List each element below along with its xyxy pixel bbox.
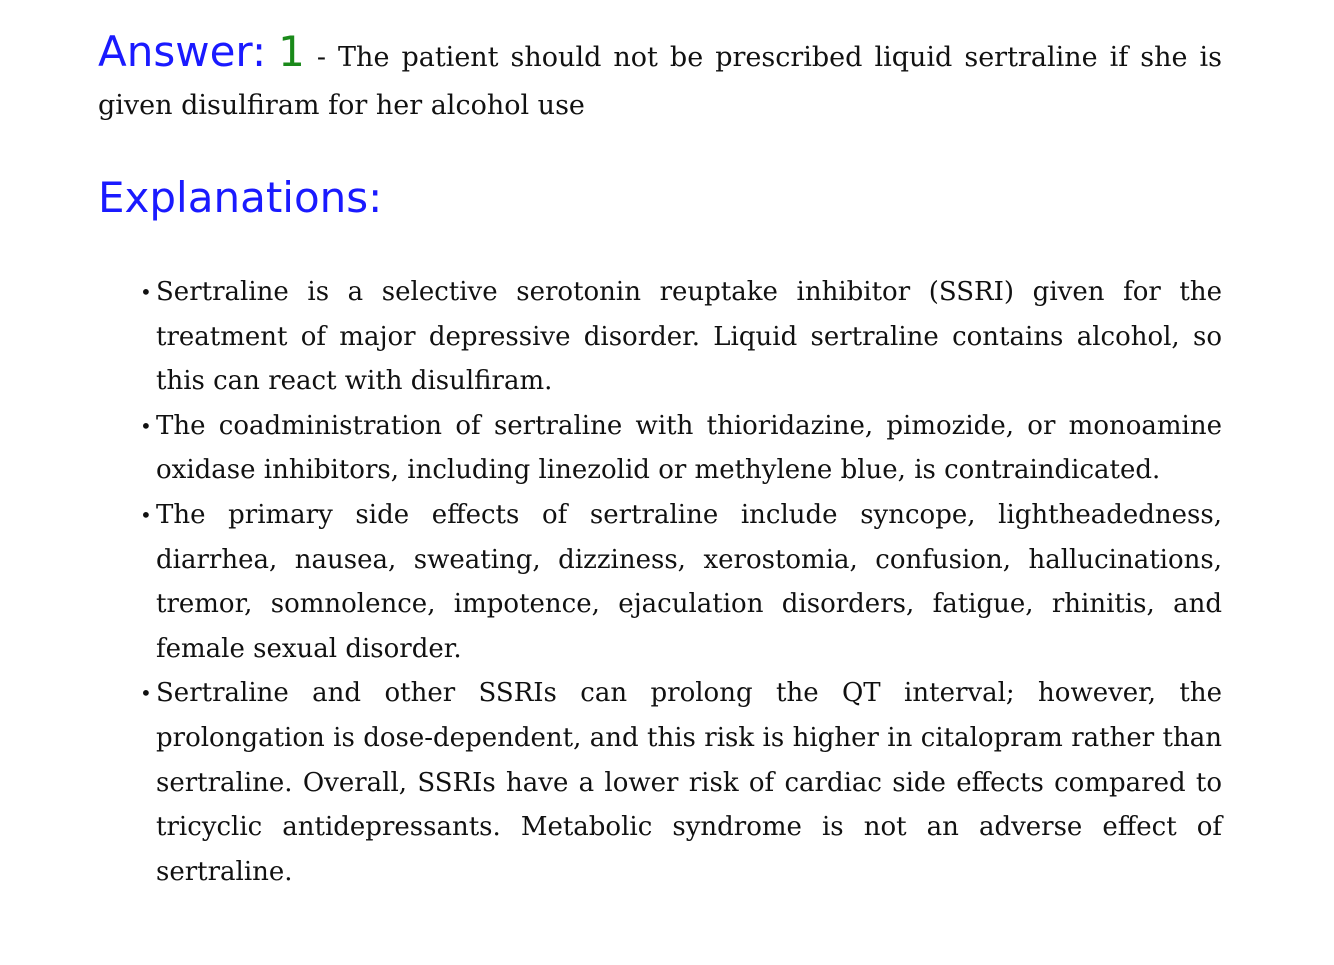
answer-line [98,28,1222,130]
list-item-text: Sertraline is a selective serotonin reuptake inhibitor (SSRI) given for the treatment of major depressive disorder. Liquid sertraline contains alcohol, so this can react with disulfiram. [156,277,1222,397]
list-item-text: The coadministration of sertraline with thioridazine, pimozide, or monoamine oxidase inhibitors, including linezolid or methylene blue, is contraindicated. [156,410,1222,486]
answer-number: 1 [278,27,305,76]
explanations-list [140,270,1222,894]
list-item [140,671,1222,894]
bullet-icon: • [140,681,152,706]
list-item-text: The primary side effects of sertraline include syncope, lightheadedness, diarrhea, nausea, sweating, dizziness, xerostomia, confusion, hallucinations, tremor, somnolence, impotence, ejaculation disorders, fatigue, rhinitis, and female sexual disorder. [156,499,1222,664]
answer-label: Answer: [98,27,267,76]
bullet-icon: • [140,413,152,438]
answer-text: - The patient should not be prescribed liquid sertraline if she is given disulfiram for her alcohol use [98,42,1222,121]
bullet-icon: • [140,280,152,304]
bullet-icon: • [140,502,152,527]
list-item [140,270,1222,404]
list-item [140,404,1222,493]
list-item [140,493,1222,671]
list-item-text: Sertraline and other SSRIs can prolong the QT interval; however, the prolongation is dose-dependent, and this risk is higher in citalopram rather than sertraline. Overall, SSRIs have a lower risk of cardiac side effects compared to tricyclic antidepressants. Metabolic syndrome is not an adverse effect of sertraline. [156,678,1222,887]
explanations-heading: Explanations: [98,173,383,222]
